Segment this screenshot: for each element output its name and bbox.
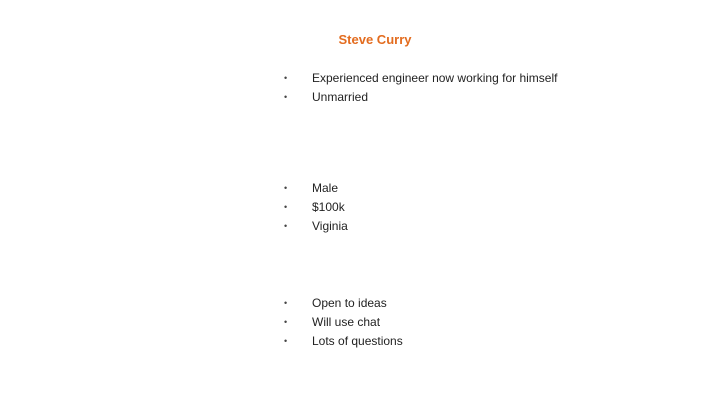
bullet-icon: • — [284, 221, 288, 231]
list-item-text: Male — [312, 181, 339, 195]
bullet-icon: • — [284, 92, 288, 102]
list-item-text: Open to ideas — [312, 296, 387, 310]
list-item-text: Viginia — [312, 219, 348, 233]
list-item-text: Unmarried — [312, 90, 369, 104]
bullet-icon: • — [284, 183, 288, 193]
slide-title: Steve Curry — [338, 32, 412, 47]
bullet-icon: • — [284, 317, 288, 327]
bullet-icon: • — [284, 202, 288, 212]
list-item-text: Will use chat — [312, 315, 381, 329]
list-item-text: Lots of questions — [312, 334, 403, 348]
list-item-text: Experienced engineer now working for himself — [312, 71, 558, 85]
bullet-icon: • — [284, 73, 288, 83]
list-item-text: $100k — [312, 200, 345, 214]
bullet-icon: • — [284, 336, 288, 346]
bullet-icon: • — [284, 298, 288, 308]
